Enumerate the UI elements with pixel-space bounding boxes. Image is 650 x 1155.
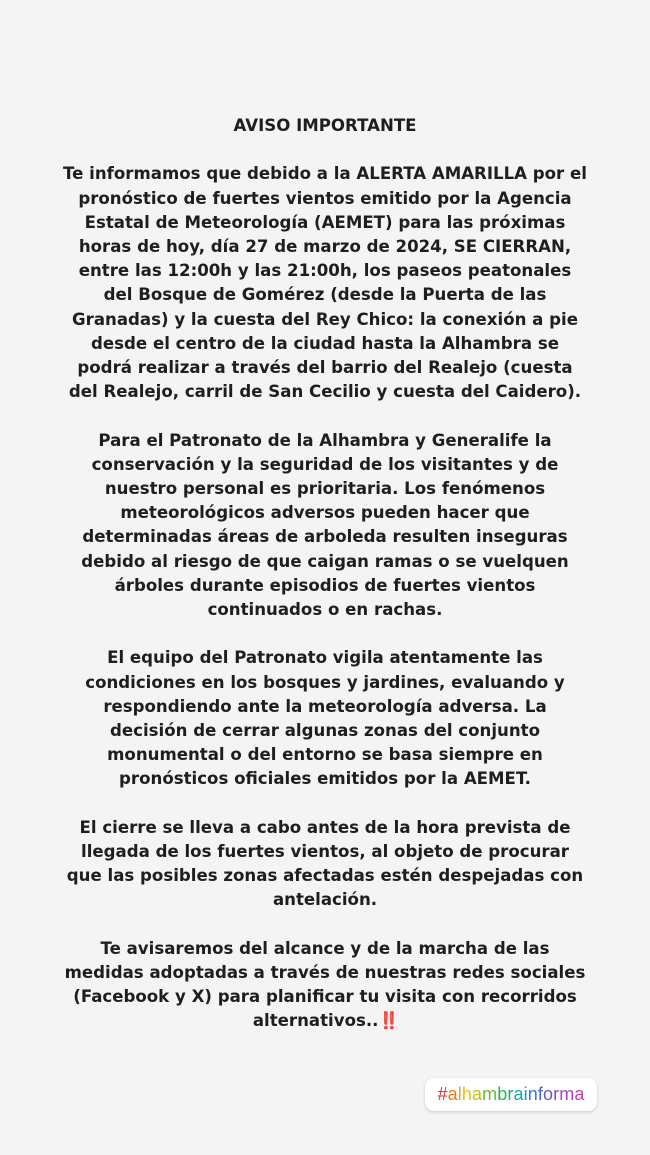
hashtag-letter: h — [461, 1084, 473, 1104]
notice-paragraph: Te informamos que debido a la ALERTA AMARILLA por el pronóstico de fuertes vientos emitido por la Agencia Estatal de Meteorología (AEMET) para las próximas horas de hoy, día 27 de marzo de 2024, SE CIERRAN, entre las 12:00h y las 21:00h, los paseos peatonales del Bosque de Gomérez (desde la Puerta de las Granadas) y la cuesta del Rey Chico: la conexión a pie desde el centro de la ciudad hasta la Alhambra se podrá realizar a través del barrio del Realejo (cuesta del Realejo, carril de San Cecilio y cuesta del Caidero). — [63, 164, 587, 402]
notice-title: AVISO IMPORTANTE — [233, 116, 417, 135]
notice-paragraph-last — [62, 937, 588, 1034]
hashtag-text — [438, 1084, 585, 1105]
hashtag-letter: # — [437, 1084, 448, 1104]
hashtag-sticker[interactable] — [425, 1078, 597, 1111]
hashtag-letter: r — [553, 1084, 560, 1104]
hashtag-letter: m — [482, 1084, 498, 1104]
hashtag-letter: b — [497, 1084, 508, 1104]
hashtag-letter: a — [574, 1084, 585, 1104]
hashtag-letter: i — [523, 1084, 528, 1104]
notice-paragraph-text: Te avisaremos del alcance y de la marcha de las medidas adoptadas a través de nuestras redes sociales (Facebook y X) para planificar tu visita con recorridos alternativos.. — [64, 938, 586, 1031]
notice-text-block — [62, 114, 588, 1058]
notice-paragraph: El cierre se lleva a cabo antes de la hora prevista de llegada de los fuertes vientos, al objeto de procurar que las posibles zonas afectadas estén despejadas con antelación. — [66, 817, 584, 910]
hashtag-letter: a — [447, 1084, 458, 1104]
hashtag-letter: l — [457, 1084, 462, 1104]
hashtag-letter: r — [507, 1084, 514, 1104]
notice-paragraph: Para el Patronato de la Alhambra y Generalife la conservación y la seguridad de los visitantes y de nuestro personal es prioritaria. Los fenómenos meteorológicos adversos pueden hacer que determinadas áreas de arboleda resulten inseguras debido al riesgo de que caigan ramas o se vuelquen árboles durante episodios de fuertes vientos continuados o en rachas. — [81, 430, 569, 620]
hashtag-letter: f — [537, 1084, 543, 1104]
hashtag-letter: o — [542, 1084, 554, 1104]
hashtag-letter: m — [559, 1084, 575, 1104]
double-exclamation-icon: ‼️ — [378, 1011, 398, 1031]
hashtag-letter: a — [513, 1084, 524, 1104]
hashtag-letter: a — [472, 1084, 483, 1104]
hashtag-letter: n — [527, 1084, 538, 1104]
notice-paragraph: El equipo del Patronato vigila atentamente las condiciones en los bosques y jardines, evaluando y respondiendo ante la meteorología adversa. La decisión de cerrar algunas zonas del conjunto monumental o del entorno se basa siempre en pronósticos oficiales emitidos por la AEMET. — [85, 648, 565, 789]
